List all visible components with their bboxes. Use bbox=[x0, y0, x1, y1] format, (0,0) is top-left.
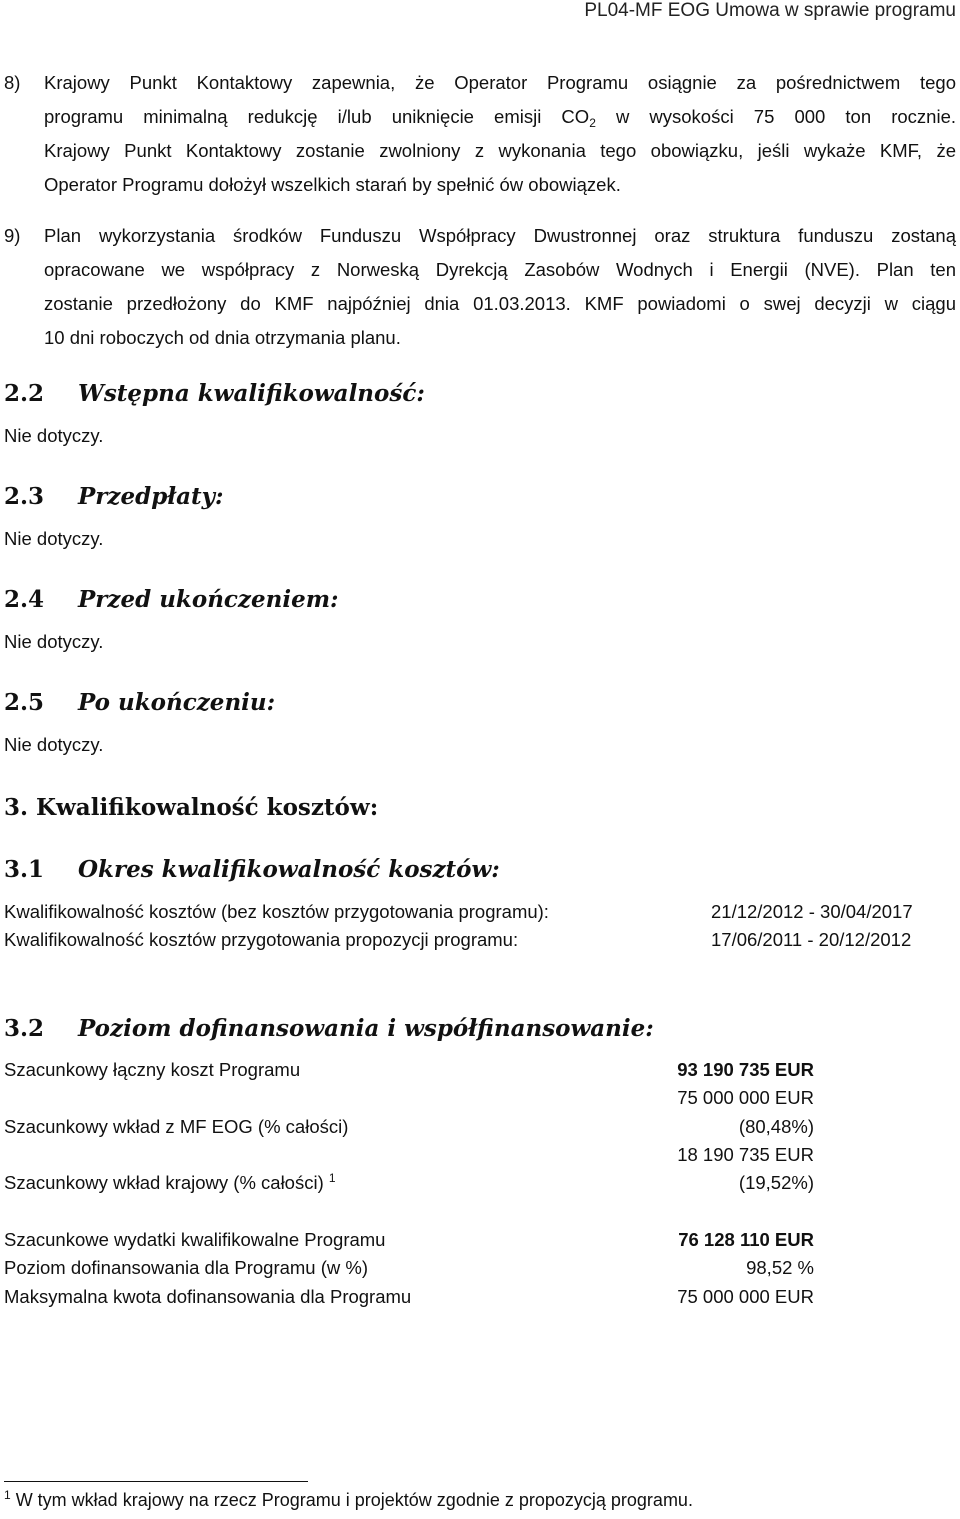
national-contribution-label: Szacunkowy wkład krajowy (% całości) $^1$ bbox=[4, 1171, 336, 1193]
mf-contribution-percent: (80,48%) bbox=[738, 1116, 814, 1137]
section-heading-3-1: 3.1 Okres kwalifikowalność kosztów: bbox=[4, 856, 500, 883]
section-body-2-5: Nie dotyczy. bbox=[4, 734, 104, 755]
document-header-title: PL04-MF EOG Umowa w sprawie programu bbox=[584, 0, 956, 21]
text-line: Operator Programu dołożył wszelkich starań by spełnić ów obowiązek. bbox=[44, 174, 621, 195]
text-line: opracowane we współpracy z Norweską Dyrekcją Zasobów Wodnych i Energii (NVE). Plan ten bbox=[44, 259, 956, 280]
text-line: Plan wykorzystania środków Funduszu Współpracy Dwustronnej oraz struktura funduszu zostaną bbox=[44, 225, 956, 246]
footnote-text: W tym wkład krajowy na rzecz Programu i projektów zgodnie z propozycją programu. bbox=[10, 1490, 693, 1510]
total-cost-value: 93 190 735 EUR bbox=[677, 1059, 814, 1080]
text-line: Krajowy Punkt Kontaktowy zapewnia, że Operator Programu osiągnie za pośrednictwem tego bbox=[44, 72, 956, 93]
max-grant-label: Maksymalna kwota dofinansowania dla Programu bbox=[4, 1286, 412, 1307]
list-item-text bbox=[44, 66, 956, 202]
list-item-number: 9) bbox=[4, 225, 21, 246]
text-fragment: programu minimalną redukcję i/lub uniknięcie emisji CO bbox=[44, 106, 590, 127]
cofinancing-rate-label: Poziom dofinansowania dla Programu (w %) bbox=[4, 1257, 369, 1278]
eligible-expenditure-label: Szacunkowe wydatki kwalifikowalne Programu bbox=[4, 1229, 386, 1250]
text-line: zostanie przedłożony do KMF najpóźniej dnia 01.03.2013. KMF powiadomi o swej decyzji w ciągu bbox=[44, 293, 956, 314]
total-cost-label: Szacunkowy łączny koszt Programu bbox=[4, 1059, 301, 1080]
footnote-separator bbox=[4, 1481, 308, 1482]
section-heading-2-4: 2.4 Przed ukończeniem: bbox=[4, 586, 339, 613]
text-line-co2 bbox=[44, 100, 956, 134]
section-body-2-4: Nie dotyczy. bbox=[4, 631, 104, 652]
national-contribution-amount: 18 190 735 EUR bbox=[677, 1144, 814, 1165]
mf-contribution-label: Szacunkowy wkład z MF EOG (% całości) bbox=[4, 1116, 349, 1137]
section-heading-2-5: 2.5 Po ukończeniu: bbox=[4, 689, 276, 716]
preparation-eligibility-label: Kwalifikowalność kosztów przygotowania propozycji programu: bbox=[4, 929, 519, 950]
list-item-text bbox=[44, 219, 956, 355]
section-heading-2-2: 2.2 Wstępna kwalifikowalność: bbox=[4, 380, 425, 407]
section-heading-2-3: 2.3 Przedpłaty: bbox=[4, 483, 224, 510]
national-contribution-percent: (19,52%) bbox=[738, 1172, 814, 1193]
eligibility-period: 21/12/2012 - 30/04/2017 bbox=[711, 901, 913, 922]
chapter-heading-3: 3. Kwalifikowalność kosztów: bbox=[4, 794, 379, 821]
cofinancing-rate-value: 98,52 % bbox=[746, 1257, 814, 1278]
text-fragment: w wysokości 75 000 ton rocznie. bbox=[595, 106, 956, 127]
footnote-reference: 1 bbox=[328, 1171, 336, 1185]
text-line: Krajowy Punkt Kontaktowy zostanie zwolniony z wykonania tego obowiązku, jeśli wykaże KMF, że bbox=[44, 140, 956, 161]
section-body-2-2: Nie dotyczy. bbox=[4, 425, 104, 446]
max-grant-value: 75 000 000 EUR bbox=[677, 1286, 814, 1307]
text-line: 10 dni roboczych od dnia otrzymania planu. bbox=[44, 327, 401, 348]
eligible-expenditure-value: 76 128 110 EUR bbox=[678, 1229, 814, 1250]
list-item-number: 8) bbox=[4, 72, 21, 93]
section-body-2-3: Nie dotyczy. bbox=[4, 528, 104, 549]
footnote bbox=[4, 1490, 693, 1511]
footnote-mark: 1 bbox=[4, 1488, 11, 1502]
preparation-eligibility-period: 17/06/2011 - 20/12/2012 bbox=[711, 929, 912, 950]
section-heading-3-2: 3.2 Poziom dofinansowania i współfinansowanie: bbox=[4, 1015, 654, 1042]
co2-subscript: 2 bbox=[589, 116, 596, 130]
eligibility-label: Kwalifikowalność kosztów (bez kosztów przygotowania programu): bbox=[4, 901, 549, 922]
mf-contribution-amount: 75 000 000 EUR bbox=[677, 1087, 814, 1108]
